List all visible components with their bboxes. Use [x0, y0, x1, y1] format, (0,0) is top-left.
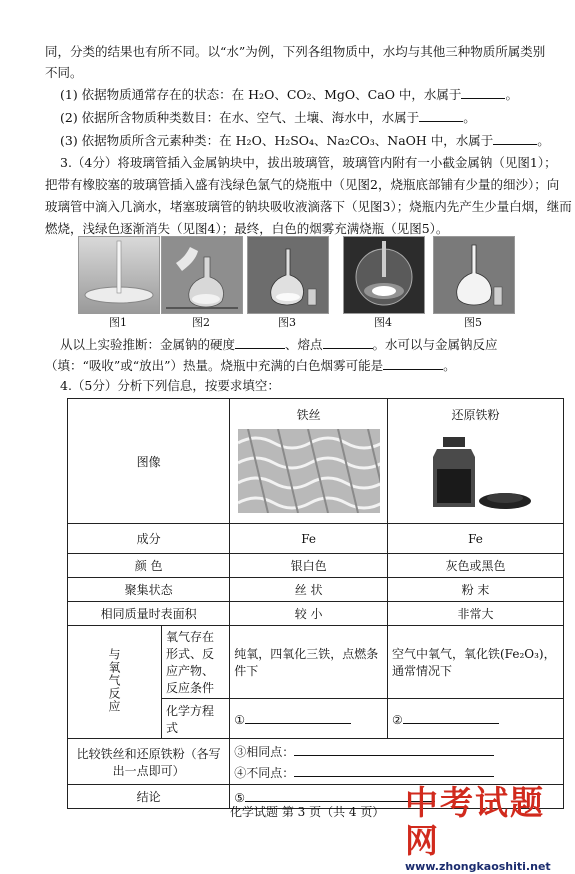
figure-1-photo: [78, 236, 160, 314]
figure-5-photo: [433, 236, 515, 314]
row-label: 比较铁丝和还原铁粉（各写出一点即可）: [68, 739, 230, 785]
row-label: 相同质量时表面积: [68, 602, 230, 626]
watermark-text: 中考试题网: [405, 783, 545, 860]
answer-blank[interactable]: [294, 743, 494, 756]
inference-line: （填：“吸收”或“放出”）热量。烧瓶中充满的白色烟雾可能是 。: [45, 358, 456, 373]
table-cell: 空气中氧气，氧化铁(Fe₂O₃)，通常情况下: [388, 626, 564, 699]
row-label: 化学方程式: [162, 699, 230, 739]
iron-powder-cell: [388, 399, 564, 524]
answer-blank[interactable]: [323, 336, 373, 349]
inference-line: 从以上实验推断：金属钠的硬度 、熔点 。水可以与金属钠反应: [60, 337, 498, 352]
iron-wire-cell: [230, 399, 388, 524]
table-cell: 非常大: [388, 602, 564, 626]
text-line: 同，分类的结果也有所不同。以“水”为例，下列各组物质中，水均与其他三种物质所属类别: [45, 44, 546, 59]
equation-cell: ②: [388, 699, 564, 739]
row-label: 颜 色: [68, 554, 230, 578]
answer-blank[interactable]: [294, 764, 494, 777]
answer-blank[interactable]: [383, 357, 443, 370]
figure-caption: 图3: [278, 316, 296, 329]
table-cell: Fe: [388, 524, 564, 554]
table-cell: 丝 状: [230, 578, 388, 602]
question-1: (1) 依据物质通常存在的状态：在 H₂O、CO₂、MgO、CaO 中，水属于 。: [60, 87, 518, 102]
text-line: 燃烧，浅绿色逐渐消失（见图4）；最终，白色的烟雾充满烧瓶（见图5）。: [45, 221, 449, 236]
row-label: 图像: [68, 399, 230, 524]
text-line: 把带有橡胶塞的玻璃管插入盛有浅绿色氯气的烧瓶中（见图2，烧瓶底部铺有少量的细沙）；向: [45, 177, 560, 192]
answer-blank[interactable]: [403, 711, 499, 724]
figure-caption: 图5: [464, 316, 482, 329]
figure-caption: 图1: [109, 316, 127, 329]
table-cell: 银白色: [230, 554, 388, 578]
answer-blank[interactable]: [461, 86, 505, 99]
row-label: 结论: [68, 785, 230, 809]
compare-cell: ③相同点： ④不同点：: [230, 739, 564, 785]
answer-blank[interactable]: [245, 711, 351, 724]
figure-4-photo: [343, 236, 425, 314]
info-table: [67, 398, 564, 809]
column-header: 铁丝: [296, 408, 321, 422]
question-3: (3) 依据物质所含元素种类：在 H₂O、H₂SO₄、Na₂CO₃、NaOH 中，水属于 。: [60, 133, 550, 148]
figure-2-photo: [161, 236, 243, 314]
answer-blank[interactable]: [235, 336, 285, 349]
page-footer: 化学试题 第 3 页（共 4 页）: [230, 805, 385, 819]
iron-wire-image: [238, 429, 380, 513]
table-cell: 灰色或黑色: [388, 554, 564, 578]
figure-caption: 图4: [374, 316, 392, 329]
figure-caption: 图2: [192, 316, 210, 329]
equation-cell: ①: [230, 699, 388, 739]
table-cell: 较 小: [230, 602, 388, 626]
text-line: 3.（4分）将玻璃管插入金属钠块中，拔出玻璃管，玻璃管内附有一小截金属钠（见图1）；: [60, 155, 557, 170]
column-header: 还原铁粉: [451, 408, 500, 422]
question-4-title: 4.（5分）分析下列信息，按要求填空：: [60, 378, 280, 393]
figure-3-photo: [247, 236, 329, 314]
conclusion-cell: ⑤: [230, 785, 564, 809]
text-line: 不同。: [45, 65, 83, 80]
row-label: 氧气存在形式、反应产物、反应条件: [162, 626, 230, 699]
watermark-logo: [405, 783, 575, 873]
text-line: 玻璃管中滴入几滴水，堵塞玻璃管的钠块吸收液滴落下（见图3）；烧瓶内先产生少量白烟，继而: [45, 199, 572, 214]
question-2: (2) 依据所含物质种类数目：在水、空气、土壤、海水中，水属于 。: [60, 110, 476, 125]
answer-blank[interactable]: [419, 109, 463, 122]
iron-powder-image: [401, 429, 551, 513]
table-cell: 纯氧，四氧化三铁，点燃条件下: [230, 626, 388, 699]
watermark-url: www.zhongkaoshiti.net: [405, 860, 551, 873]
table-cell: Fe: [230, 524, 388, 554]
row-label: 聚集状态: [68, 578, 230, 602]
reaction-group-label: 与氧气反应: [68, 626, 162, 739]
table-cell: 粉 末: [388, 578, 564, 602]
answer-blank[interactable]: [493, 132, 537, 145]
row-label: 成分: [68, 524, 230, 554]
